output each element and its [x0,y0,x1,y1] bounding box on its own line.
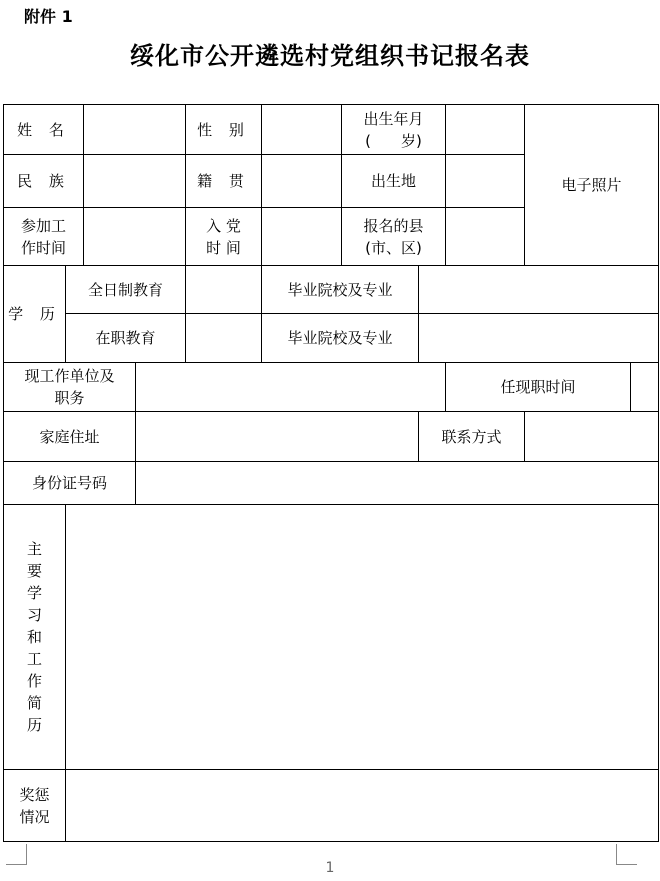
current-position-time-label: 任现职时间 [446,363,631,412]
inservice-school-major-field[interactable] [419,314,659,363]
resume-label [4,505,66,770]
current-position-time-field[interactable] [631,363,659,412]
row-id-number [4,462,659,505]
resume-char: 主 [26,540,42,558]
birth-date-label-line1: 出生年月 [363,109,424,128]
party-join-field[interactable] [262,208,342,266]
form-title: 绥化市公开遴选村党组织书记报名表 [130,41,530,70]
resume-char: 工 [26,650,42,668]
gender-field[interactable] [262,105,342,155]
resume-char: 简 [26,694,42,712]
birth-date-field[interactable] [446,105,525,155]
id-number-label: 身份证号码 [4,462,136,505]
photo-label: 电子照片 [561,176,622,194]
resume-char: 历 [26,716,42,734]
inservice-education-field[interactable] [186,314,262,363]
birthplace-label: 出生地 [342,155,446,208]
native-place-label: 籍 贯 [186,155,262,208]
current-job-field[interactable] [136,363,446,412]
current-job-label-line2: 职务 [54,389,85,407]
fulltime-school-major-label: 毕业院校及专业 [262,266,419,314]
resume-char: 学 [26,584,42,602]
resume-field[interactable] [66,505,659,770]
name-label: 姓 名 [4,105,84,155]
row-inservice-education [4,314,659,363]
awards-label-line1: 奖惩 [19,785,50,804]
gender-label: 性 别 [186,105,262,155]
resume-char: 要 [26,562,42,580]
party-join-label-line1: 入 党 [206,216,241,235]
row-resume [4,505,659,770]
row-name [4,105,659,155]
county-label-line2: (市、区) [365,238,422,257]
work-start-label-line1: 参加工 [20,216,66,235]
work-start-label-line2: 作时间 [20,238,66,257]
work-start-field[interactable] [84,208,186,266]
photo-cell[interactable] [525,105,659,266]
county-field[interactable] [446,208,525,266]
ethnicity-label: 民 族 [4,155,84,208]
birth-date-label [342,105,446,155]
id-number-field[interactable] [136,462,659,505]
inservice-education-label: 在职教育 [66,314,186,363]
birth-date-label-line2: ( 岁) [365,131,422,150]
resume-char: 作 [26,672,42,690]
ethnicity-field[interactable] [84,155,186,208]
birthplace-field[interactable] [446,155,525,208]
awards-field[interactable] [66,770,659,842]
work-start-label [4,208,84,266]
awards-label [4,770,66,842]
contact-field[interactable] [525,412,659,462]
inservice-school-major-label: 毕业院校及专业 [262,314,419,363]
fulltime-education-field[interactable] [186,266,262,314]
native-place-field[interactable] [262,155,342,208]
current-job-label-line1: 现工作单位及 [24,367,115,385]
fulltime-education-label: 全日制教育 [66,266,186,314]
row-fulltime-education [4,266,659,314]
resume-char: 习 [26,606,42,624]
party-join-label [186,208,262,266]
county-label-line1: 报名的县 [363,216,424,235]
party-join-label-line2: 时 间 [206,238,241,257]
name-field[interactable] [84,105,186,155]
registration-form-table [3,104,659,842]
resume-char: 和 [26,628,42,646]
awards-label-line2: 情况 [19,807,50,826]
education-label: 学 历 [4,266,66,363]
fulltime-school-major-field[interactable] [419,266,659,314]
row-address [4,412,659,462]
row-current-job [4,363,659,412]
contact-label: 联系方式 [419,412,525,462]
page-number: 1 [325,860,335,876]
address-label: 家庭住址 [4,412,136,462]
address-field[interactable] [136,412,419,462]
county-label [342,208,446,266]
current-job-label [4,363,136,412]
row-awards [4,770,659,842]
attachment-label: 附件 1 [24,7,73,26]
